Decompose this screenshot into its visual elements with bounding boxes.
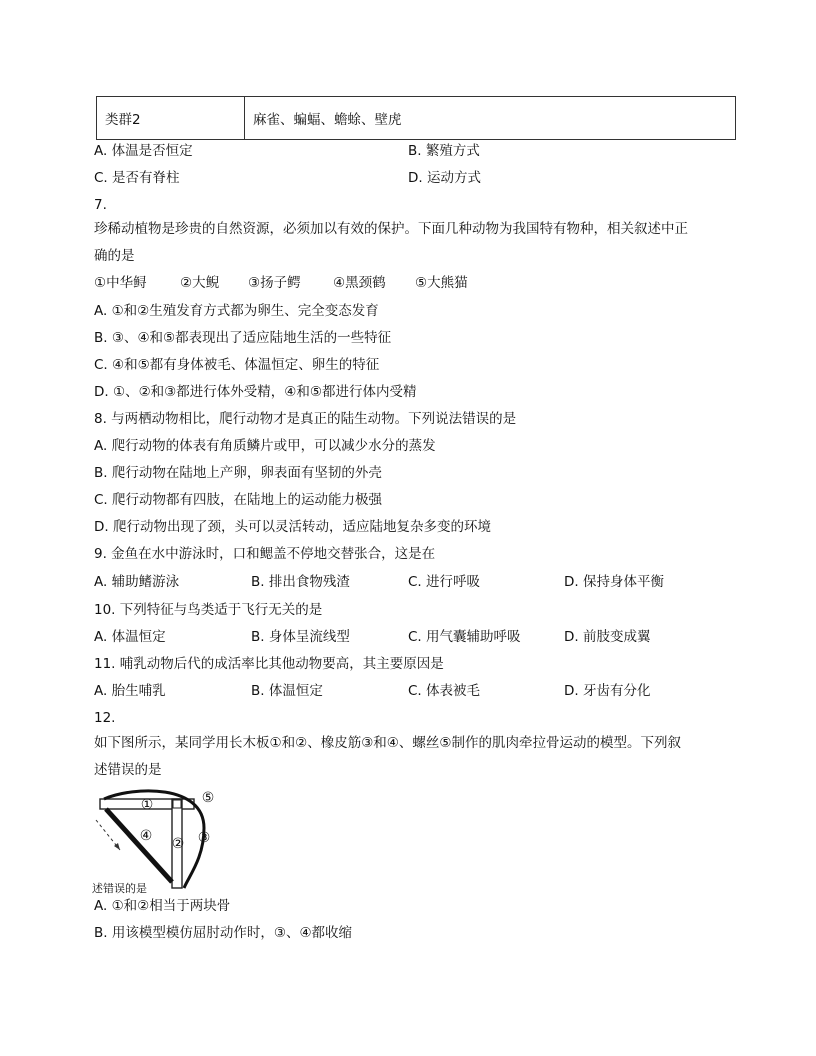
q10-option-c: C. 用气囊辅助呼吸 — [408, 629, 521, 645]
q12-option-a: A. ①和②相当于两块骨 — [94, 898, 231, 914]
q12-option-b: B. 用该模型模仿屈肘动作时，③、④都收缩 — [94, 925, 353, 941]
q8-option-c: C. 爬行动物都有四肢，在陆地上的运动能力极强 — [94, 492, 383, 508]
figure-cut-text: 述错误的是 — [92, 882, 147, 895]
q9-option-d: D. 保持身体平衡 — [564, 574, 664, 590]
table-category-cell: 类群2 — [97, 97, 245, 139]
q7-species-1: ①中华鲟 — [94, 275, 147, 291]
q6-option-d: D. 运动方式 — [408, 170, 481, 186]
q12-number: 12. — [94, 710, 116, 726]
q7-option-d: D. ①、②和③都进行体外受精，④和⑤都进行体内受精 — [94, 384, 417, 400]
q9-option-b: B. 排出食物残渣 — [251, 574, 350, 590]
q10-stem: 10. 下列特征与鸟类适于飞行无关的是 — [94, 602, 323, 618]
q6-option-b: B. 繁殖方式 — [408, 143, 480, 159]
q8-option-d: D. 爬行动物出现了颈，头可以灵活转动，适应陆地复杂多变的环境 — [94, 519, 491, 535]
label-4: ④ — [139, 828, 153, 844]
q7-stem-line1: 珍稀动植物是珍贵的自然资源，必须加以有效的保护。下面几种动物为我国特有物种，相关叙述中正 — [94, 221, 688, 237]
q7-option-a: A. ①和②生殖发育方式都为卵生、完全变态发育 — [94, 303, 379, 319]
q11-option-a: A. 胎生哺乳 — [94, 683, 166, 699]
q8-option-b: B. 爬行动物在陆地上产卵，卵表面有坚韧的外壳 — [94, 465, 382, 481]
q10-option-a: A. 体温恒定 — [94, 629, 166, 645]
q7-species-3: ③扬子鳄 — [248, 275, 301, 291]
q12-stem-line1: 如下图所示，某同学用长木板①和②、橡皮筋③和④、螺丝⑤制作的肌肉牵拉骨运动的模型。下列叙 — [94, 735, 682, 751]
label-3: ③ — [197, 830, 211, 846]
q9-stem: 9. 金鱼在水中游泳时，口和鳃盖不停地交替张合，这是在 — [94, 546, 436, 562]
q7-species-4: ④黑颈鹤 — [333, 275, 386, 291]
q11-option-b: B. 体温恒定 — [251, 683, 323, 699]
q7-species-5: ⑤大熊猫 — [415, 275, 468, 291]
q10-option-d: D. 前肢变成翼 — [564, 629, 651, 645]
table-animals-cell: 麻雀、蝙蝠、蟾蜍、壁虎 — [253, 112, 402, 128]
q11-option-d: D. 牙齿有分化 — [564, 683, 651, 699]
q11-option-c: C. 体表被毛 — [408, 683, 481, 699]
q8-stem: 8. 与两栖动物相比，爬行动物才是真正的陆生动物。下列说法错误的是 — [94, 411, 517, 427]
q7-option-c: C. ④和⑤都有身体被毛、体温恒定、卵生的特征 — [94, 357, 380, 373]
q9-option-c: C. 进行呼吸 — [408, 574, 481, 590]
label-1: ① — [140, 797, 154, 813]
label-5: ⑤ — [201, 790, 215, 806]
q7-species-2: ②大鲵 — [180, 275, 220, 291]
classification-table — [96, 96, 736, 140]
muscle-model-diagram — [92, 788, 220, 895]
q8-option-a: A. 爬行动物的体表有角质鳞片或甲，可以减少水分的蒸发 — [94, 438, 436, 454]
q6-option-a: A. 体温是否恒定 — [94, 143, 193, 159]
q7-option-b: B. ③、④和⑤都表现出了适应陆地生活的一些特征 — [94, 330, 392, 346]
q12-stem-line2: 述错误的是 — [94, 762, 162, 778]
label-2: ② — [171, 836, 185, 852]
q9-option-a: A. 辅助鳍游泳 — [94, 574, 180, 590]
q7-stem-line2: 确的是 — [94, 248, 135, 264]
q7-number: 7. — [94, 197, 107, 213]
muscle-model-figure — [92, 788, 220, 895]
q11-stem: 11. 哺乳动物后代的成活率比其他动物要高，其主要原因是 — [94, 656, 444, 672]
q10-option-b: B. 身体呈流线型 — [251, 629, 350, 645]
q6-option-c: C. 是否有脊柱 — [94, 170, 180, 186]
